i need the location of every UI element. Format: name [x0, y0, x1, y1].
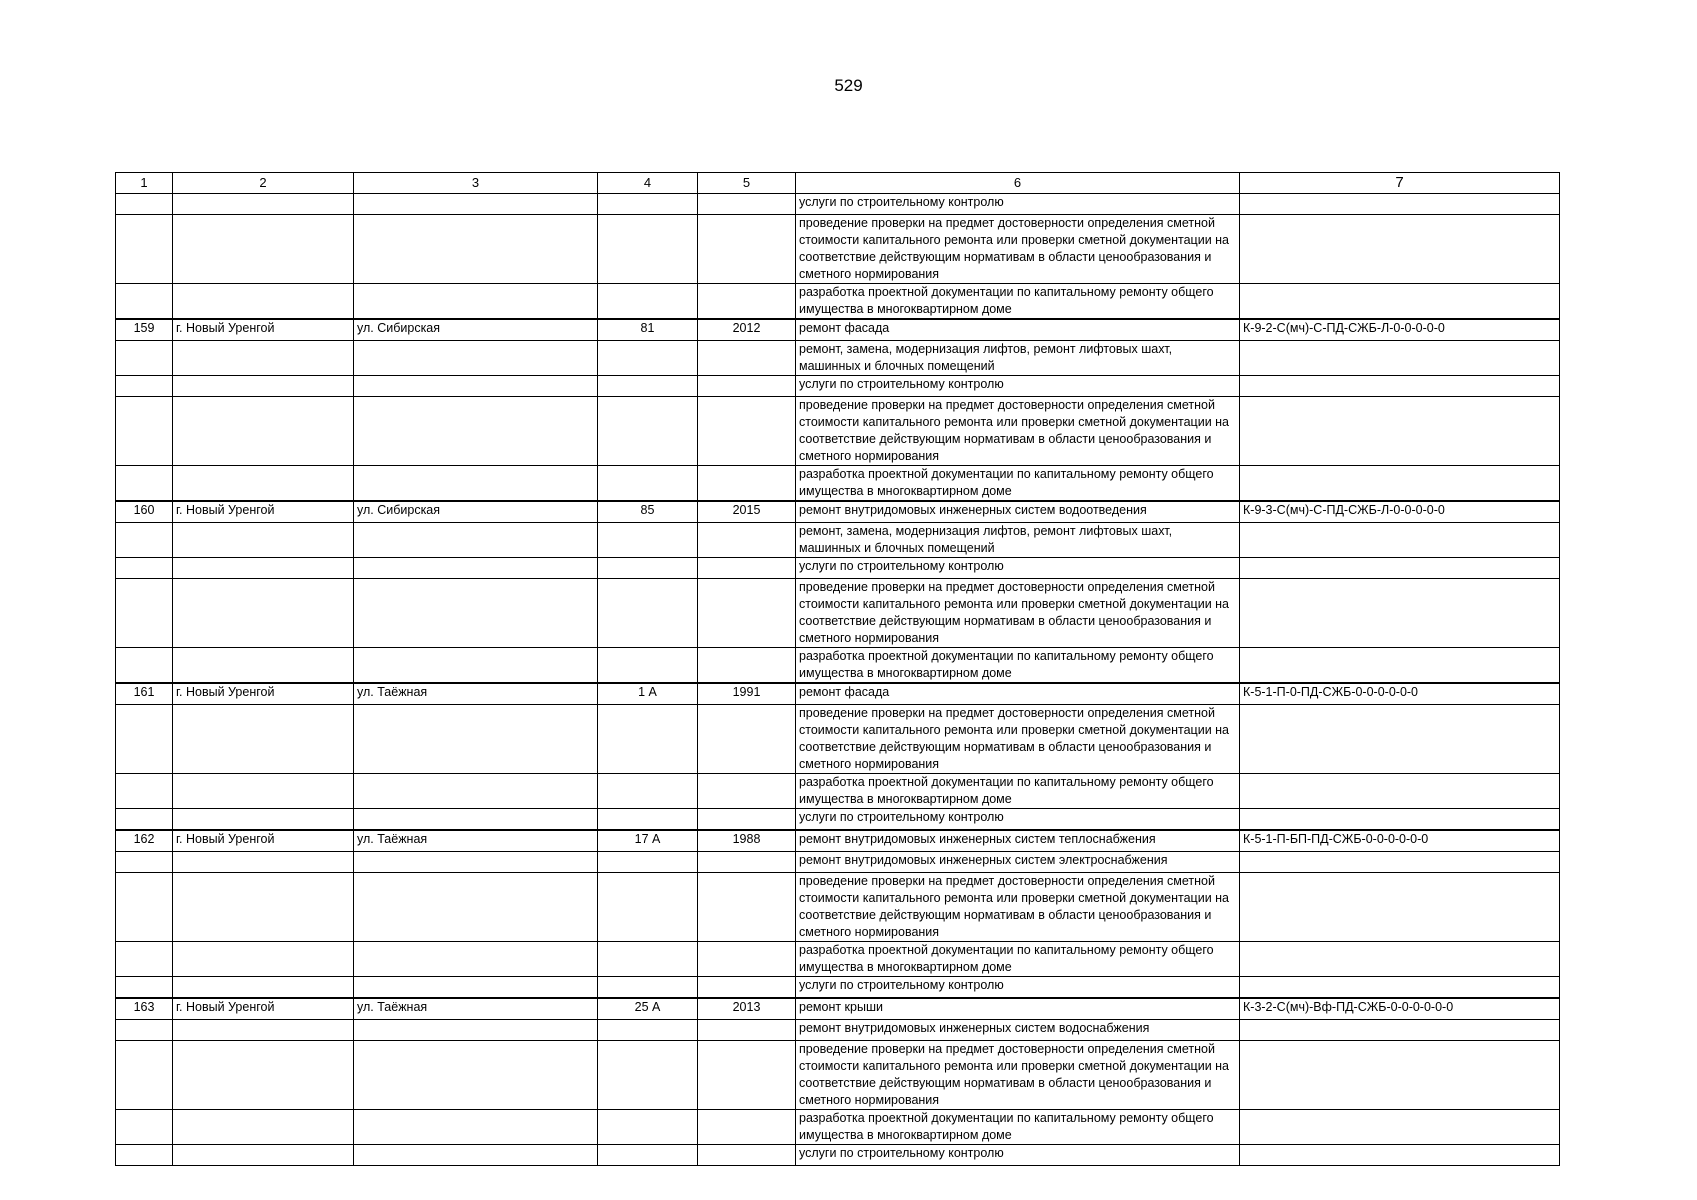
table-row [116, 998, 1560, 1020]
row-number-cell: 161 [116, 683, 173, 705]
year-cell: 2012 [698, 319, 796, 341]
row-number-cell [116, 558, 173, 579]
work-type-cell: проведение проверки на предмет достоверности определения сметной стоимости капитального ремонта или проверки сметной документации на соответствие действующим нормативам в области ценообразования и сметного нормирования [796, 705, 1240, 774]
work-type-cell: услуги по строительному контролю [796, 1145, 1240, 1166]
city-cell [173, 284, 354, 320]
table-row [116, 942, 1560, 977]
table-row [116, 774, 1560, 809]
building-code-cell: К-9-2-С(мч)-С-ПД-СЖБ-Л-0-0-0-0-0 [1240, 319, 1560, 341]
street-cell [354, 284, 598, 320]
year-cell [698, 397, 796, 466]
work-type-cell: ремонт внутридомовых инженерных систем теплоснабжения [796, 830, 1240, 852]
city-cell: г. Новый Уренгой [173, 319, 354, 341]
house-number-cell [598, 558, 698, 579]
house-number-cell [598, 466, 698, 502]
year-cell [698, 977, 796, 999]
row-number-cell [116, 1145, 173, 1166]
city-cell [173, 1020, 354, 1041]
street-cell [354, 1110, 598, 1145]
year-cell [698, 774, 796, 809]
city-cell [173, 466, 354, 502]
table-row [116, 683, 1560, 705]
table-row [116, 523, 1560, 558]
table-body [116, 194, 1560, 1166]
table-row [116, 873, 1560, 942]
street-cell [354, 852, 598, 873]
city-cell [173, 1145, 354, 1166]
header-col-6: 6 [796, 173, 1240, 194]
house-number-cell [598, 1020, 698, 1041]
city-cell: г. Новый Уренгой [173, 683, 354, 705]
row-number-cell [116, 852, 173, 873]
table-row [116, 579, 1560, 648]
building-code-cell: К-5-1-П-0-ПД-СЖБ-0-0-0-0-0-0 [1240, 683, 1560, 705]
year-cell [698, 1145, 796, 1166]
city-cell [173, 579, 354, 648]
street-cell [354, 579, 598, 648]
street-cell [354, 705, 598, 774]
work-type-cell: разработка проектной документации по капитальному ремонту общего имущества в многоквартирном доме [796, 284, 1240, 320]
work-type-cell: ремонт внутридомовых инженерных систем водоотведения [796, 501, 1240, 523]
work-type-cell: ремонт внутридомовых инженерных систем электроснабжения [796, 852, 1240, 873]
house-number-cell [598, 523, 698, 558]
row-number-cell [116, 873, 173, 942]
street-cell [354, 977, 598, 999]
year-cell [698, 215, 796, 284]
table-row [116, 397, 1560, 466]
building-code-cell [1240, 774, 1560, 809]
street-cell [354, 873, 598, 942]
year-cell [698, 648, 796, 684]
house-number-cell [598, 215, 698, 284]
table-row [116, 341, 1560, 376]
work-type-cell: разработка проектной документации по капитальному ремонту общего имущества в многоквартирном доме [796, 774, 1240, 809]
work-type-cell: услуги по строительному контролю [796, 977, 1240, 999]
year-cell [698, 341, 796, 376]
city-cell: г. Новый Уренгой [173, 998, 354, 1020]
street-cell [354, 215, 598, 284]
house-number-cell [598, 705, 698, 774]
street-cell [354, 942, 598, 977]
street-cell: ул. Сибирская [354, 501, 598, 523]
city-cell [173, 1041, 354, 1110]
building-code-cell [1240, 558, 1560, 579]
table-row [116, 809, 1560, 831]
building-code-cell [1240, 284, 1560, 320]
building-code-cell [1240, 1041, 1560, 1110]
year-cell [698, 558, 796, 579]
year-cell [698, 523, 796, 558]
street-cell [354, 341, 598, 376]
row-number-cell [116, 1041, 173, 1110]
work-type-cell: ремонт крыши [796, 998, 1240, 1020]
work-type-cell: ремонт внутридомовых инженерных систем водоснабжения [796, 1020, 1240, 1041]
header-col-4: 4 [598, 173, 698, 194]
table-row [116, 501, 1560, 523]
year-cell: 1988 [698, 830, 796, 852]
work-type-cell: ремонт фасада [796, 319, 1240, 341]
row-number-cell [116, 284, 173, 320]
year-cell [698, 284, 796, 320]
table-row [116, 194, 1560, 215]
work-type-cell: услуги по строительному контролю [796, 558, 1240, 579]
street-cell: ул. Таёжная [354, 998, 598, 1020]
row-number-cell: 160 [116, 501, 173, 523]
row-number-cell: 163 [116, 998, 173, 1020]
work-type-cell: услуги по строительному контролю [796, 376, 1240, 397]
work-type-cell: проведение проверки на предмет достоверности определения сметной стоимости капитального ремонта или проверки сметной документации на соответствие действующим нормативам в области ценообразования и сметного нормирования [796, 215, 1240, 284]
city-cell [173, 397, 354, 466]
building-code-cell [1240, 852, 1560, 873]
building-code-cell [1240, 977, 1560, 999]
building-code-cell: К-5-1-П-БП-ПД-СЖБ-0-0-0-0-0-0 [1240, 830, 1560, 852]
page-number: 529 [834, 76, 863, 95]
city-cell [173, 194, 354, 215]
building-code-cell: К-9-3-С(мч)-С-ПД-СЖБ-Л-0-0-0-0-0 [1240, 501, 1560, 523]
street-cell [354, 648, 598, 684]
house-number-cell [598, 284, 698, 320]
table-row [116, 215, 1560, 284]
city-cell [173, 774, 354, 809]
street-cell [354, 523, 598, 558]
header-col-1: 1 [116, 173, 173, 194]
street-cell [354, 1145, 598, 1166]
row-number-cell [116, 215, 173, 284]
work-type-cell: ремонт фасада [796, 683, 1240, 705]
building-code-cell: К-3-2-С(мч)-Вф-ПД-СЖБ-0-0-0-0-0-0 [1240, 998, 1560, 1020]
header-col-5: 5 [698, 173, 796, 194]
table-row [116, 1145, 1560, 1166]
work-type-cell: ремонт, замена, модернизация лифтов, ремонт лифтовых шахт, машинных и блочных помещений [796, 523, 1240, 558]
year-cell: 1991 [698, 683, 796, 705]
row-number-cell [116, 648, 173, 684]
house-number-cell [598, 341, 698, 376]
year-cell [698, 376, 796, 397]
table-row [116, 705, 1560, 774]
house-number-cell [598, 977, 698, 999]
street-cell: ул. Таёжная [354, 683, 598, 705]
work-type-cell: услуги по строительному контролю [796, 809, 1240, 831]
year-cell [698, 1041, 796, 1110]
year-cell [698, 705, 796, 774]
year-cell [698, 466, 796, 502]
work-type-cell: услуги по строительному контролю [796, 194, 1240, 215]
street-cell [354, 397, 598, 466]
house-number-cell [598, 1145, 698, 1166]
table-row [116, 319, 1560, 341]
city-cell [173, 809, 354, 831]
house-number-cell [598, 1110, 698, 1145]
street-cell [354, 809, 598, 831]
work-type-cell: проведение проверки на предмет достоверности определения сметной стоимости капитального ремонта или проверки сметной документации на соответствие действующим нормативам в области ценообразования и сметного нормирования [796, 1041, 1240, 1110]
house-number-cell: 17 А [598, 830, 698, 852]
city-cell [173, 873, 354, 942]
house-number-cell [598, 1041, 698, 1110]
row-number-cell [116, 977, 173, 999]
row-number-cell [116, 705, 173, 774]
street-cell [354, 194, 598, 215]
row-number-cell [116, 466, 173, 502]
house-number-cell: 1 А [598, 683, 698, 705]
building-code-cell [1240, 1020, 1560, 1041]
building-code-cell [1240, 194, 1560, 215]
work-type-cell: проведение проверки на предмет достоверности определения сметной стоимости капитального ремонта или проверки сметной документации на соответствие действующим нормативам в области ценообразования и сметного нормирования [796, 873, 1240, 942]
house-number-cell [598, 397, 698, 466]
house-number-cell: 25 А [598, 998, 698, 1020]
work-type-cell: проведение проверки на предмет достоверности определения сметной стоимости капитального ремонта или проверки сметной документации на соответствие действующим нормативам в области ценообразования и сметного нормирования [796, 397, 1240, 466]
street-cell [354, 466, 598, 502]
capital-repair-table [115, 172, 1560, 1166]
work-type-cell: ремонт, замена, модернизация лифтов, ремонт лифтовых шахт, машинных и блочных помещений [796, 341, 1240, 376]
city-cell [173, 852, 354, 873]
work-type-cell: разработка проектной документации по капитальному ремонту общего имущества в многоквартирном доме [796, 648, 1240, 684]
header-col-2: 2 [173, 173, 354, 194]
year-cell [698, 942, 796, 977]
city-cell [173, 215, 354, 284]
street-cell: ул. Сибирская [354, 319, 598, 341]
header-col-7: 7 [1240, 173, 1560, 194]
city-cell [173, 705, 354, 774]
house-number-cell [598, 376, 698, 397]
table-row [116, 466, 1560, 502]
table-row [116, 977, 1560, 999]
table-row [116, 1020, 1560, 1041]
street-cell [354, 376, 598, 397]
street-cell: ул. Таёжная [354, 830, 598, 852]
row-number-cell [116, 397, 173, 466]
table-row [116, 830, 1560, 852]
year-cell: 2013 [698, 998, 796, 1020]
street-cell [354, 558, 598, 579]
table-row [116, 284, 1560, 320]
house-number-cell: 85 [598, 501, 698, 523]
city-cell [173, 341, 354, 376]
work-type-cell: разработка проектной документации по капитальному ремонту общего имущества в многоквартирном доме [796, 466, 1240, 502]
table-row [116, 852, 1560, 873]
row-number-cell [116, 774, 173, 809]
building-code-cell [1240, 1110, 1560, 1145]
work-type-cell: разработка проектной документации по капитальному ремонту общего имущества в многоквартирном доме [796, 1110, 1240, 1145]
city-cell [173, 523, 354, 558]
header-col-3: 3 [354, 173, 598, 194]
table-row [116, 648, 1560, 684]
work-type-cell: разработка проектной документации по капитальному ремонту общего имущества в многоквартирном доме [796, 942, 1240, 977]
row-number-cell [116, 341, 173, 376]
city-cell [173, 977, 354, 999]
year-cell [698, 194, 796, 215]
city-cell [173, 1110, 354, 1145]
work-type-cell: проведение проверки на предмет достоверности определения сметной стоимости капитального ремонта или проверки сметной документации на соответствие действующим нормативам в области ценообразования и сметного нормирования [796, 579, 1240, 648]
building-code-cell [1240, 942, 1560, 977]
row-number-cell [116, 809, 173, 831]
house-number-cell [598, 942, 698, 977]
house-number-cell [598, 774, 698, 809]
city-cell [173, 558, 354, 579]
building-code-cell [1240, 648, 1560, 684]
city-cell: г. Новый Уренгой [173, 830, 354, 852]
row-number-cell [116, 376, 173, 397]
building-code-cell [1240, 705, 1560, 774]
house-number-cell [598, 579, 698, 648]
house-number-cell [598, 852, 698, 873]
city-cell [173, 942, 354, 977]
year-cell [698, 1110, 796, 1145]
house-number-cell: 81 [598, 319, 698, 341]
table-row [116, 376, 1560, 397]
year-cell [698, 1020, 796, 1041]
street-cell [354, 774, 598, 809]
header-row [116, 173, 1560, 194]
building-code-cell [1240, 873, 1560, 942]
table-row [116, 1110, 1560, 1145]
row-number-cell: 159 [116, 319, 173, 341]
city-cell: г. Новый Уренгой [173, 501, 354, 523]
house-number-cell [598, 648, 698, 684]
row-number-cell [116, 579, 173, 648]
street-cell [354, 1041, 598, 1110]
year-cell: 2015 [698, 501, 796, 523]
year-cell [698, 579, 796, 648]
row-number-cell [116, 942, 173, 977]
city-cell [173, 376, 354, 397]
row-number-cell [116, 1110, 173, 1145]
row-number-cell [116, 1020, 173, 1041]
year-cell [698, 873, 796, 942]
building-code-cell [1240, 376, 1560, 397]
house-number-cell [598, 809, 698, 831]
year-cell [698, 852, 796, 873]
building-code-cell [1240, 1145, 1560, 1166]
row-number-cell [116, 194, 173, 215]
city-cell [173, 648, 354, 684]
house-number-cell [598, 194, 698, 215]
building-code-cell [1240, 579, 1560, 648]
building-code-cell [1240, 523, 1560, 558]
building-code-cell [1240, 215, 1560, 284]
year-cell [698, 809, 796, 831]
table-row [116, 1041, 1560, 1110]
building-code-cell [1240, 466, 1560, 502]
street-cell [354, 1020, 598, 1041]
building-code-cell [1240, 809, 1560, 831]
house-number-cell [598, 873, 698, 942]
building-code-cell [1240, 341, 1560, 376]
table-row [116, 558, 1560, 579]
row-number-cell [116, 523, 173, 558]
building-code-cell [1240, 397, 1560, 466]
row-number-cell: 162 [116, 830, 173, 852]
